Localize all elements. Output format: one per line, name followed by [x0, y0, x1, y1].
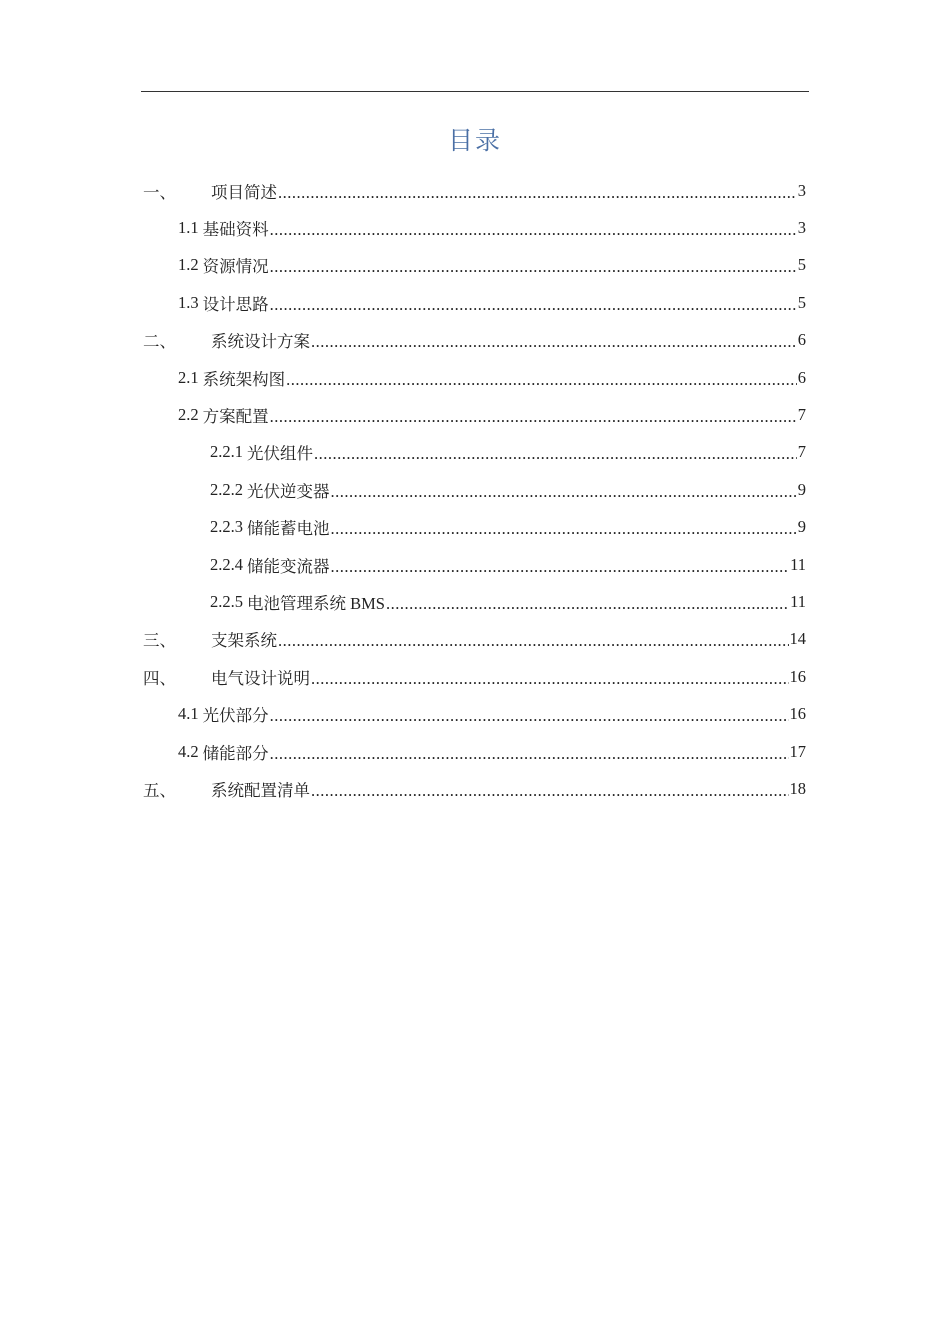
toc-leader: [278, 631, 789, 651]
toc-entry[interactable]: [143, 658, 806, 695]
toc-page: 17: [789, 741, 806, 761]
toc-entry[interactable]: [143, 434, 806, 471]
toc-number: 1.1: [178, 218, 199, 238]
toc-page: 6: [797, 330, 806, 350]
toc-entry[interactable]: [143, 509, 806, 546]
toc-label: 电池管理系统 BMS: [247, 593, 385, 613]
toc-number: 一、: [143, 182, 176, 202]
toc-page: 18: [789, 778, 806, 798]
toc-label: 资源情况: [202, 257, 269, 277]
toc-title: 目录: [447, 126, 502, 155]
toc-number: 1.2: [178, 255, 199, 275]
toc-leader: [270, 407, 797, 427]
toc-number: 2.2: [178, 405, 199, 425]
toc-entry[interactable]: [143, 621, 806, 658]
toc-entry[interactable]: [143, 284, 806, 321]
toc-entry[interactable]: [143, 209, 806, 246]
toc-label: 设计思路: [202, 294, 269, 314]
toc-page: 11: [790, 591, 806, 611]
toc-leader: [314, 444, 797, 464]
toc-label: 光伏部分: [202, 706, 269, 726]
toc-entry[interactable]: [143, 172, 806, 209]
toc-leader: [270, 295, 797, 315]
toc-page: 9: [797, 517, 806, 537]
toc-label: 系统配置清单: [211, 780, 310, 800]
toc-label: 电气设计说明: [211, 668, 310, 688]
toc-leader: [386, 594, 789, 614]
toc-number: 4.1: [178, 704, 199, 724]
toc-label: 系统设计方案: [211, 332, 310, 352]
toc-entry[interactable]: [143, 546, 806, 583]
toc-label: 储能蓄电池: [247, 519, 330, 539]
toc-number: 4.2: [178, 741, 199, 761]
toc-number: 2.1: [178, 367, 199, 387]
toc-leader: [270, 706, 789, 726]
toc-page: 5: [797, 255, 806, 275]
toc-label: 方案配置: [202, 407, 269, 427]
toc-leader: [270, 744, 789, 764]
toc-leader: [286, 370, 797, 390]
toc-page: 5: [797, 292, 806, 312]
toc-page: 16: [789, 666, 806, 686]
toc-label: 储能变流器: [247, 556, 330, 576]
toc-entry[interactable]: [143, 583, 806, 620]
toc-entry[interactable]: [143, 733, 806, 770]
toc-page: 6: [797, 367, 806, 387]
header-rule: [141, 91, 809, 92]
toc-page: 11: [790, 554, 806, 574]
toc-number: 五、: [143, 780, 176, 800]
toc-label: 储能部分: [202, 743, 269, 763]
toc-leader: [278, 183, 797, 203]
toc-number: 1.3: [178, 292, 199, 312]
toc-page: 16: [789, 704, 806, 724]
toc-number: 2.2.2: [210, 479, 243, 499]
toc-leader: [331, 519, 797, 539]
toc-number: 2.2.3: [210, 517, 243, 537]
table-of-contents: [143, 172, 806, 808]
toc-leader: [331, 482, 797, 502]
toc-page: 3: [797, 218, 806, 238]
toc-leader: [270, 257, 797, 277]
toc-entry[interactable]: [143, 695, 806, 732]
toc-label: 基础资料: [202, 220, 269, 240]
toc-label: 支架系统: [211, 631, 277, 651]
toc-page: 7: [797, 405, 806, 425]
toc-leader: [311, 781, 789, 801]
toc-entry[interactable]: [143, 396, 806, 433]
toc-page: 7: [797, 442, 806, 462]
toc-leader: [331, 557, 790, 577]
toc-number: 三、: [143, 631, 176, 651]
toc-entry[interactable]: [143, 359, 806, 396]
toc-leader: [270, 220, 797, 240]
toc-entry[interactable]: [143, 322, 806, 359]
toc-number: 2.2.5: [210, 591, 243, 611]
toc-leader: [311, 669, 789, 689]
toc-entry[interactable]: [143, 247, 806, 284]
toc-page: 14: [789, 629, 806, 649]
toc-page: 9: [797, 479, 806, 499]
toc-number: 2.2.1: [210, 442, 243, 462]
toc-label: 项目简述: [211, 182, 277, 202]
toc-label: 光伏组件: [247, 444, 313, 464]
toc-leader: [311, 332, 797, 352]
toc-page: 3: [797, 180, 806, 200]
toc-label: 光伏逆变器: [247, 481, 330, 501]
toc-number: 2.2.4: [210, 554, 243, 574]
toc-number: 四、: [143, 668, 176, 688]
toc-entry[interactable]: [143, 471, 806, 508]
toc-label: 系统架构图: [202, 369, 286, 389]
toc-number: 二、: [143, 332, 176, 352]
toc-entry[interactable]: [143, 770, 806, 807]
